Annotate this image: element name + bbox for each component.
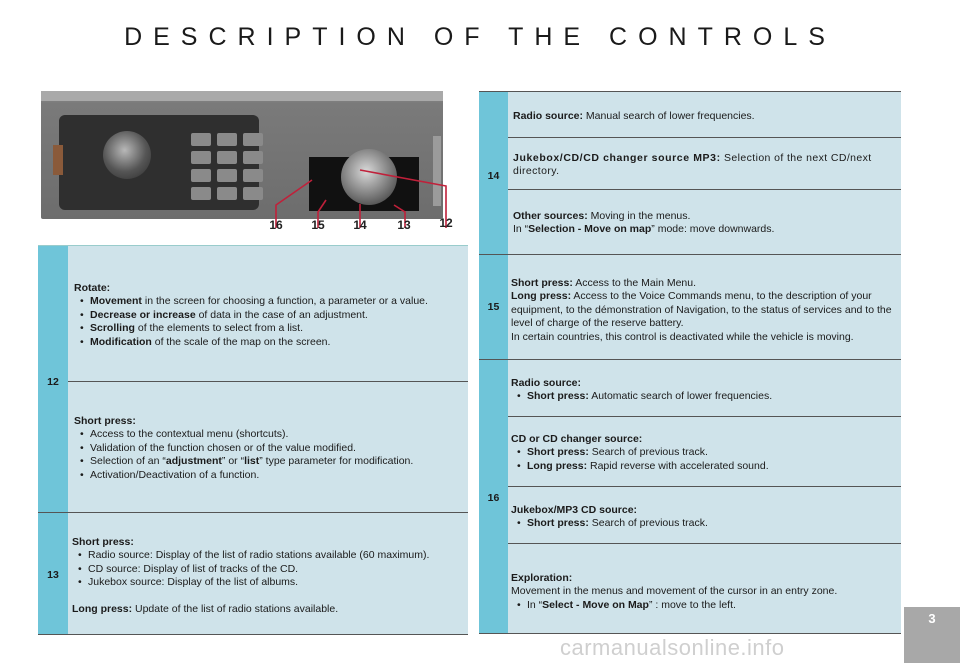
callout-16: 16 bbox=[269, 218, 283, 232]
list-item: • Modification of the scale of the map on the screen. bbox=[74, 336, 466, 349]
row-number-15: 15 bbox=[487, 301, 500, 313]
list-item: • Movement in the screen for choosing a function, a parameter or a value. bbox=[74, 295, 466, 308]
divider bbox=[479, 359, 901, 360]
row-number-13: 13 bbox=[47, 569, 59, 581]
row16-radio: Radio source: • Short press: Automatic search of lower frequencies. bbox=[511, 377, 899, 404]
panel-top-strip bbox=[41, 91, 443, 101]
rotate-heading: Rotate: bbox=[74, 282, 111, 294]
list-item: • Short press: Search of previous track. bbox=[511, 517, 899, 530]
list-item: • Activation/Deactivation of a function. bbox=[74, 469, 466, 482]
short-press-list bbox=[72, 549, 466, 589]
row14-other: Other sources: Moving in the menus. In “Selection - Move on map” mode: move downwards. bbox=[513, 210, 775, 236]
list-item: • Access to the contextual menu (shortcuts). bbox=[74, 428, 466, 441]
keypad-image bbox=[191, 133, 301, 213]
row-number-14: 14 bbox=[487, 170, 500, 182]
list-item: • Selection of an “adjustment” or “list” type parameter for modification. bbox=[74, 455, 466, 468]
row14-jukebox: Jukebox/CD/CD changer source MP3: Selection of the next CD/next directory. bbox=[513, 152, 872, 178]
page-number: 3 bbox=[928, 611, 936, 626]
divider bbox=[68, 381, 468, 382]
row16-jukebox: Jukebox/MP3 CD source: • Short press: Search of previous track. bbox=[511, 504, 899, 531]
row16-exploration: Exploration: Movement in the menus and movement of the cursor in an entry zone. • In “Select - Move on Map” : move to the left. bbox=[511, 572, 899, 612]
control-dial-image bbox=[341, 149, 397, 205]
page-number-tab bbox=[904, 607, 960, 663]
row14-radio: Radio source: Manual search of lower frequencies. bbox=[513, 110, 755, 122]
row-number-12: 12 bbox=[47, 376, 59, 388]
callout-15: 15 bbox=[311, 218, 325, 232]
watermark: carmanualsonline.info bbox=[560, 635, 785, 660]
list-item: • Jukebox source: Display of the list of albums. bbox=[72, 576, 466, 589]
list-item: • Short press: Automatic search of lower frequencies. bbox=[511, 390, 899, 403]
divider bbox=[38, 512, 468, 513]
list-item: • In “Select - Move on Map” : move to the left. bbox=[511, 599, 899, 612]
callout-12: 12 bbox=[439, 216, 453, 230]
cd-slot-image bbox=[433, 136, 441, 206]
short-press-heading: Short press: bbox=[72, 536, 134, 548]
right-controls-table bbox=[479, 91, 901, 634]
page-title: DESCRIPTION OF THE CONTROLS bbox=[124, 23, 836, 51]
long-press-line: Long press: Update of the list of radio stations available. bbox=[72, 602, 339, 615]
divider bbox=[508, 416, 901, 417]
rotate-list bbox=[74, 295, 466, 349]
short-press-list bbox=[74, 428, 466, 482]
divider bbox=[508, 543, 901, 544]
left-controls-table bbox=[38, 245, 468, 635]
divider bbox=[508, 137, 901, 138]
row-number-16: 16 bbox=[487, 492, 500, 504]
callout-13: 13 bbox=[397, 218, 411, 232]
row12-rotate bbox=[74, 282, 466, 349]
row16-cd: CD or CD changer source: • Short press: Search of previous track. • Long press: Rapid reverse with accelerated sound. bbox=[511, 433, 899, 473]
list-item: • Long press: Rapid reverse with accelerated sound. bbox=[511, 460, 899, 473]
list-item: • Decrease or increase of data in the case of an adjustment. bbox=[74, 309, 466, 322]
short-press-heading: Short press: bbox=[74, 415, 136, 427]
list-item: • CD source: Display of list of tracks of the CD. bbox=[72, 563, 466, 576]
row15-content: Short press: Access to the Main Menu. Long press: Access to the Voice Commands menu, to the description of your equipment, to the démonstration of Navigation, to the status of services and to the level of charge of the reserve battery. In certain countries, this control is deactivated while the vehicle is moving. bbox=[511, 277, 892, 343]
row13-content bbox=[72, 536, 466, 616]
volume-knob-image bbox=[103, 131, 151, 179]
list-item: • Short press: Search of previous track. bbox=[511, 446, 899, 459]
list-item: • Scrolling of the elements to select from a list. bbox=[74, 322, 466, 335]
callout-14: 14 bbox=[353, 218, 367, 232]
divider bbox=[508, 486, 901, 487]
divider bbox=[508, 189, 901, 190]
radio-panel-photo bbox=[41, 91, 443, 219]
row12-short-press bbox=[74, 415, 466, 482]
list-item: • Validation of the function chosen or of the value modified. bbox=[74, 442, 466, 455]
list-item: • Radio source: Display of the list of radio stations available (60 maximum). bbox=[72, 549, 466, 562]
panel-side-button bbox=[53, 145, 63, 175]
divider bbox=[479, 254, 901, 255]
